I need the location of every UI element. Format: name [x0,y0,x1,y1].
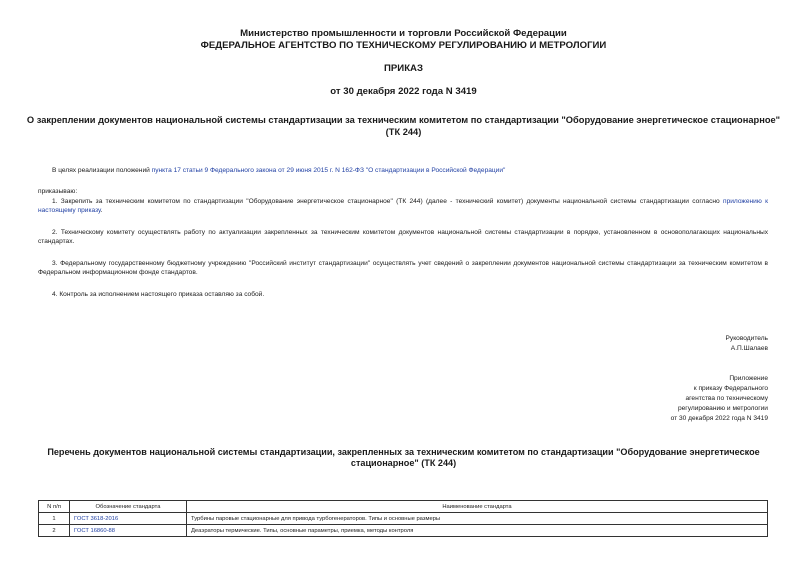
appendix-date: от 30 декабря 2022 года N 3419 [670,415,768,422]
order-item-4: 4. Контроль за исполнением настоящего приказа оставляю за собой. [52,291,265,298]
order-item-1-end: . [100,207,103,214]
standard-code-link[interactable]: ГОСТ 16860-88 [70,525,187,537]
order-item-1-text: 1. Закрепить за техническим комитетом по стандартизации "Оборудование энергетическое стационарное" (ТК 244) (далее - технический комитет) документы национальной системы стандартизации согласно [52,198,723,205]
table-row [39,513,768,525]
appendix-line-3: агентства по техническому [685,395,768,402]
list-title: Перечень документов национальной системы стандартизации, закрепленных за техническим комитетом по стандартизации "Оборудование энергетическое [47,447,760,457]
ministry-name: Министерство промышленности и торговли Российской Федерации [240,28,567,39]
signature-position: Руководитель [725,335,768,342]
appendix-line-4: регулированию и метрологии [677,405,768,412]
agency-name: ФЕДЕРАЛЬНОЕ АГЕНТСТВО ПО ТЕХНИЧЕСКОМУ РЕГУЛИРОВАНИЮ И МЕТРОЛОГИИ [200,40,607,51]
standard-name: Турбины паровые стационарные для привода турбогенераторов. Типы и основные размеры [187,513,768,525]
appendix-link[interactable]: приложению к настоящему приказу [38,198,768,214]
document-type: ПРИКАЗ [384,63,423,74]
standard-code-link[interactable]: ГОСТ 3618-2016 [70,513,187,525]
document-title-line2: (ТК 244) [385,127,422,137]
document-date-number: от 30 декабря 2022 года N 3419 [330,86,477,97]
row-number: 1 [39,513,70,525]
table-header-row [39,501,768,513]
standards-table [38,500,768,537]
col-header-name: Наименование стандарта [187,501,768,513]
standard-name: Деаэраторы термические. Типы, основные параметры, приемка, методы контроля [187,525,768,537]
appendix-line-2: к приказу Федерального [693,385,768,392]
table-row [39,525,768,537]
list-title-line2: стационарное" (ТК 244) [350,458,457,468]
order-item-1 [38,197,768,215]
order-item-3: 3. Федеральному государственному бюджетному учреждению "Российский институт стандартизации" осуществлять учет сведений о закреплении документов национальной системы стандартизации за техническим комитетом в Федеральном информационном фонде стандартов. [38,260,768,276]
signature-name: А.П.Шалаев [730,345,768,352]
document-title: О закреплении документов национальной системы стандартизации за техническим комитетом по стандартизации "Оборудование энергетическое стационарное" [26,115,781,125]
preamble [52,166,768,175]
col-header-code: Обозначение стандарта [70,501,187,513]
appendix-label: Приложение [729,375,768,382]
col-header-number: N п/п [39,501,70,513]
order-item-2: 2. Техническому комитету осуществлять работу по актуализации закрепленных за техническим комитетом документов национальной системы стандартизации в порядке, установленном в основополагающих национальных стандартах. [38,229,768,245]
order-word: приказываю: [38,188,78,195]
preamble-law-link[interactable]: пункта 17 статьи 9 Федерального закона от 29 июня 2015 г. N 162-ФЗ "О стандартизации в Российской Федерации" [151,167,506,174]
row-number: 2 [39,525,70,537]
preamble-text: В целях реализации положений [52,167,152,174]
